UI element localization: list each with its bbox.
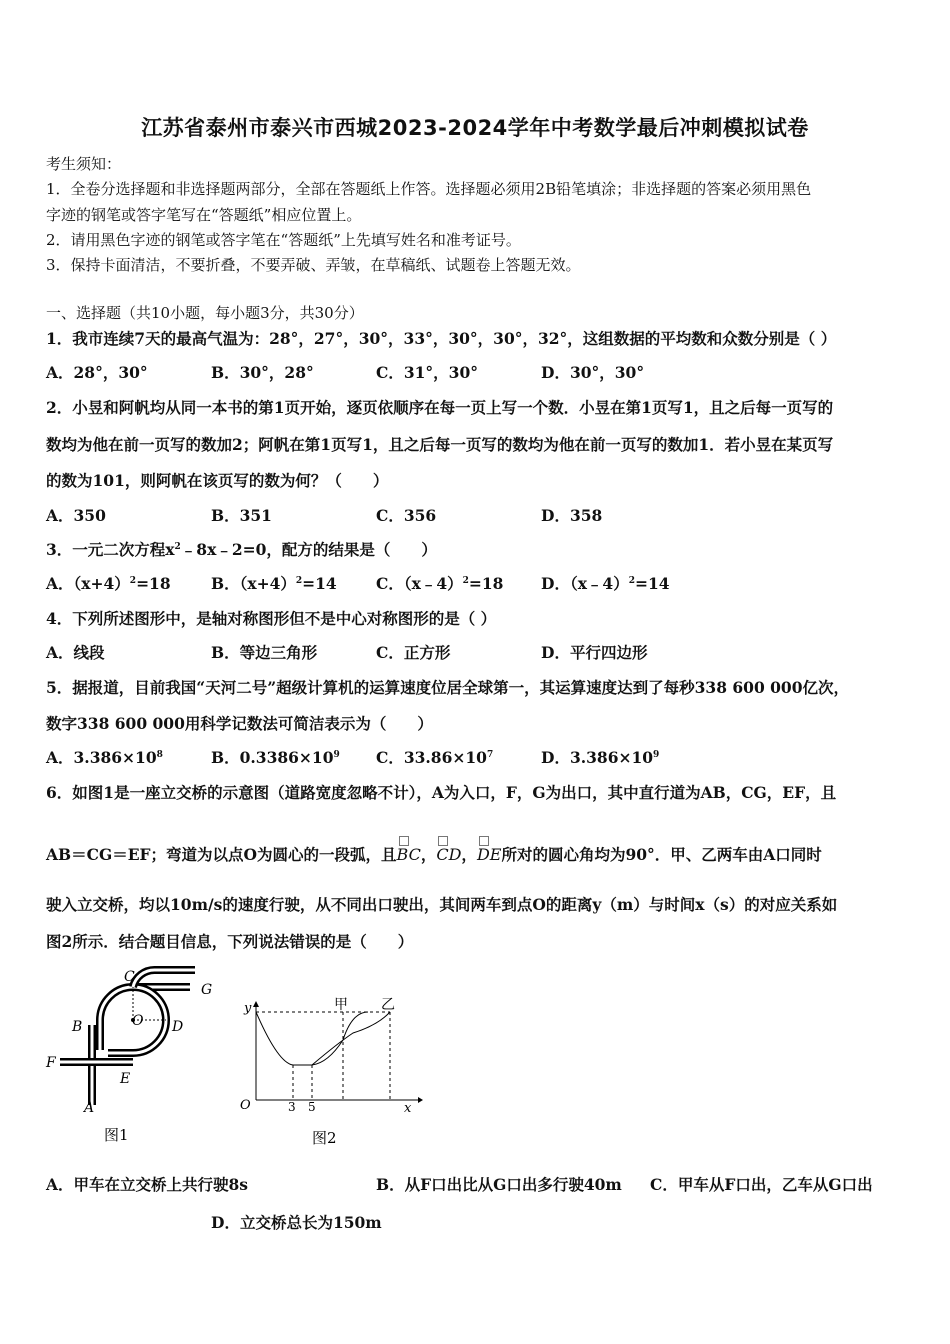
section-heading: 一、选择题（共10小题，每小题3分，共30分）	[46, 304, 364, 322]
q5-option-a: A．$3.386\times 10^8$	[46, 748, 163, 767]
notice-heading: 考生须知：	[46, 155, 122, 173]
figure-1-interchange	[40, 965, 240, 1150]
fig2-label-jia: 甲	[334, 997, 348, 1013]
figure-2-graph	[228, 995, 428, 1155]
q1-option-b: B．30°，28°	[211, 363, 314, 382]
q5-option-d: D．$3.386\times 10^9$	[541, 748, 660, 767]
fig2-label-yi: 乙	[381, 997, 395, 1013]
fig1-label-e: E	[120, 1071, 131, 1087]
fig1-label-g: G	[201, 982, 213, 998]
page-title: 江苏省泰州市泰兴市西城2023-2024学年中考数学最后冲刺模拟试卷	[141, 116, 809, 140]
q6-option-d: D．立交桥总长为150m	[211, 1213, 382, 1232]
fig2-caption: 图2	[312, 1129, 337, 1147]
arc-bc: BC	[396, 845, 421, 864]
q2-option-d: D．358	[541, 506, 603, 525]
fig1-caption: 图1	[104, 1126, 129, 1144]
q6-option-a: A．甲车在立交桥上共行驶8s	[46, 1175, 249, 1194]
fig2-tick-3: 3	[288, 1100, 296, 1114]
q3-option-c: C．（x﹣4）$^2$=18	[376, 574, 504, 593]
q5-line-1: 5．据报道，目前我国“天河二号”超级计算机的运算速度位居全球第一，其运算速度达到了每秒338 600 000亿次，	[46, 678, 849, 697]
fig1-label-d: D	[172, 1019, 184, 1035]
q4-option-d: D．平行四边形	[541, 643, 648, 662]
q6-line-2: AB＝CG＝EF；弯道为以点O为圆心的一段弧，且BC，CD，DE所对的圆心角均为90°．甲、乙两车由A口同时	[46, 845, 822, 864]
fig2-origin: O	[240, 1098, 251, 1113]
q3-option-a: A．$(x+4)^2=18$	[46, 574, 171, 593]
fig2-axis-y: y	[244, 1001, 252, 1016]
fig1-label-o: O	[132, 1013, 144, 1029]
q3-stem: 3．一元二次方程$x^2﹣8x﹣2=0$，配方的结果是（ ）	[46, 540, 437, 559]
arc-cd: CD	[436, 845, 462, 864]
q2-line-3: 的数为101，则阿帆在该页写的数为何？（ ）	[46, 471, 389, 490]
notice-line-2: 字迹的钢笔或答字笔写在“答题纸”相应位置上。	[46, 206, 362, 224]
q5-option-b: B．$0.3386\times 10^9$	[211, 748, 340, 767]
q4-option-a: A．线段	[46, 643, 105, 662]
fig1-label-a: A	[84, 1100, 95, 1116]
q6-line-4: 图2所示．结合题目信息，下列说法错误的是（ ）	[46, 932, 414, 951]
q1-stem: 1．我市连续7天的最高气温为：28°，27°，30°，33°，30°，30°，32°，这组数据的平均数和众数分别是（ ）	[46, 329, 837, 348]
fig1-label-f: F	[46, 1055, 56, 1071]
q5-line-2: 数字338 600 000用科学记数法可简洁表示为（ ）	[46, 714, 433, 733]
q6-line-1: 6．如图1是一座立交桥的示意图（道路宽度忽略不计），A为入口，F，G为出口，其中直行道为AB，CG，EF，且	[46, 783, 837, 802]
fig2-axis-x: x	[404, 1101, 412, 1116]
q6-line-3: 驶入立交桥，均以10m/s的速度行驶，从不同出口驶出，其间两车到点O的距离y（m）与时间x（s）的对应关系如	[46, 895, 838, 914]
q5-option-c: C．$33.86\times 10^7$	[376, 748, 494, 767]
q2-line-1: 2．小昱和阿帆均从同一本书的第1页开始，逐页依顺序在每一页上写一个数．小昱在第1页写1，且之后每一页写的	[46, 398, 834, 417]
q4-option-b: B．等边三角形	[211, 643, 318, 662]
q1-option-a: A．28°，30°	[46, 363, 148, 382]
notice-line-1: 1．全卷分选择题和非选择题两部分，全部在答题纸上作答。选择题必须用2B铅笔填涂；非选择题的答案必须用黑色	[46, 180, 812, 198]
q2-option-c: C．356	[376, 506, 437, 525]
q3-option-b: B．$(x+4)^2=14$	[211, 574, 337, 593]
q1-option-c: C．31°，30°	[376, 363, 478, 382]
q1-option-d: D．30°，30°	[541, 363, 645, 382]
fig2-tick-5: 5	[308, 1100, 316, 1114]
q2-line-2: 数均为他在前一页写的数加2；阿帆在第1页写1，且之后每一页写的数均为他在前一页写的数加1．若小昱在某页写	[46, 435, 834, 454]
fig1-label-b: B	[72, 1019, 83, 1035]
arc-de: DE	[476, 845, 502, 864]
q3-option-d: D．（x﹣4）$^2$=14	[541, 574, 670, 593]
q2-option-b: B．351	[211, 506, 272, 525]
q6-option-c: C．甲车从F口出，乙车从G口出	[650, 1175, 873, 1194]
q4-stem: 4．下列所述图形中，是轴对称图形但不是中心对称图形的是（ ）	[46, 609, 497, 628]
q4-option-c: C．正方形	[376, 643, 451, 662]
fig1-label-c: C	[124, 969, 135, 985]
q6-option-b: B．从F口出比从G口出多行驶40m	[376, 1175, 622, 1194]
q2-option-a: A．350	[46, 506, 106, 525]
notice-line-3: 2．请用黑色字迹的钢笔或答字笔在“答题纸”上先填写姓名和准考证号。	[46, 231, 521, 249]
notice-line-4: 3．保持卡面清洁，不要折叠，不要弄破、弄皱，在草稿纸、试题卷上答题无效。	[46, 256, 581, 274]
